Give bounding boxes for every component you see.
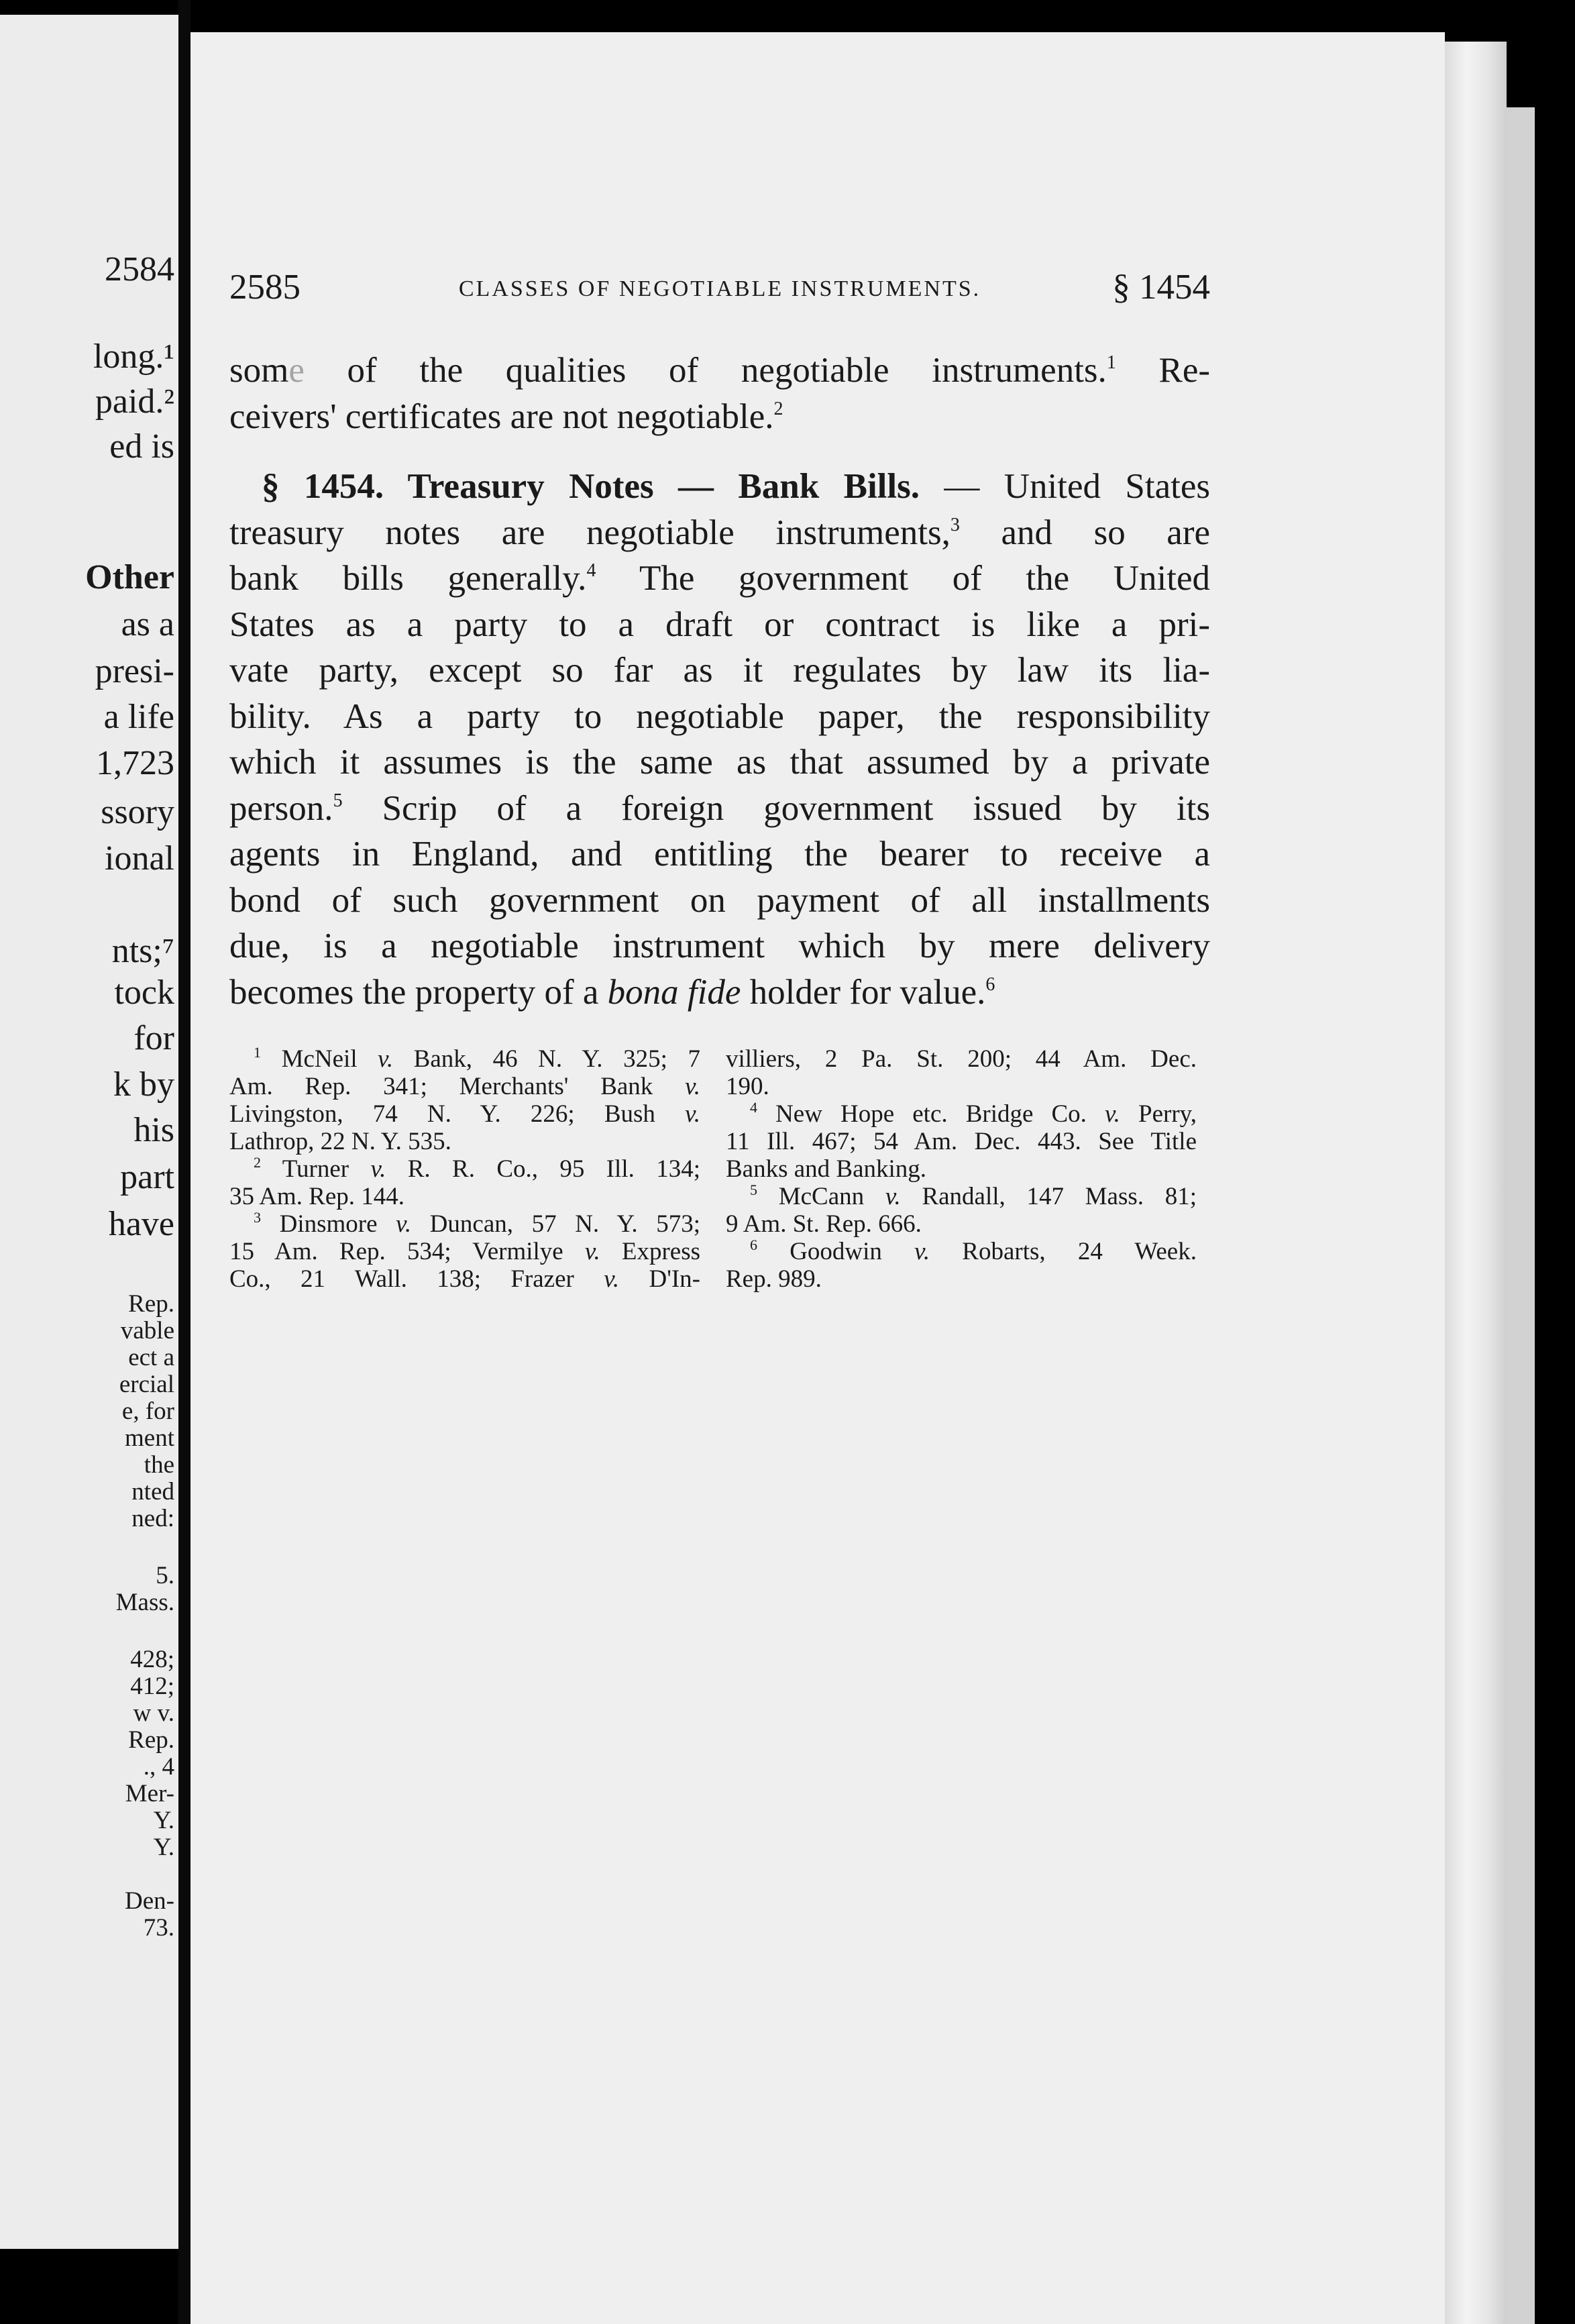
text-run: which it assumes is the same as that assumed by a private — [229, 743, 1210, 782]
left-page-fragment: presi- — [95, 652, 174, 690]
left-page-fragment: Rep. — [128, 1290, 174, 1318]
text-run: Turner — [261, 1155, 371, 1183]
footnote-line — [726, 1045, 1197, 1073]
footnote-line — [726, 1073, 1197, 1100]
footnote-line — [229, 1210, 700, 1238]
footnote-ref: 3 — [950, 514, 960, 535]
footnote-ref: 1 — [1106, 352, 1116, 373]
body-line — [229, 348, 1210, 394]
footnote-ref: 1 — [254, 1044, 261, 1061]
footnote-ref: 2 — [254, 1154, 261, 1171]
left-page-fragment: Y. — [153, 1834, 174, 1861]
body-line — [229, 464, 1210, 510]
text-run: 11 Ill. 467; 54 Am. Dec. 443. See Title — [726, 1128, 1197, 1155]
left-page-fragment: ed is — [109, 427, 174, 466]
text-run: ceivers' certificates are not negotiable. — [229, 397, 774, 436]
text-run: 15 Am. Rep. 534; Vermilye — [229, 1238, 585, 1265]
footnote-line — [726, 1128, 1197, 1155]
body-text — [229, 348, 1210, 1015]
page-number: 2585 — [229, 268, 301, 307]
left-page-fragment: w v. — [133, 1699, 174, 1727]
text-run: Banks and Banking. — [726, 1155, 927, 1183]
running-header — [229, 267, 1210, 314]
left-page-fragment: vable — [120, 1317, 174, 1344]
body-line — [229, 923, 1210, 969]
left-page-fragment: nts;⁷ — [111, 932, 174, 970]
left-page-fragment: 2584 — [105, 250, 174, 288]
paragraph-section-1454 — [229, 464, 1210, 1015]
text-run: bond of such government on payment of all installments — [229, 880, 1210, 920]
text-run: 190. — [726, 1073, 769, 1100]
footnote-line — [726, 1100, 1197, 1128]
footnote-line — [726, 1183, 1197, 1210]
body-line — [229, 786, 1210, 832]
text-run: vate party, except so far as it regulates by law its lia- — [229, 651, 1210, 690]
left-page-fragment: ercial — [119, 1371, 174, 1398]
footnote-ref: 4 — [750, 1099, 757, 1116]
left-page-fragment: ect a — [128, 1344, 174, 1371]
text-run: 35 Am. Rep. 144. — [229, 1183, 405, 1210]
left-page-fragment: ., 4 — [143, 1753, 174, 1781]
footnote-line — [726, 1210, 1197, 1238]
left-page-fragment: Mass. — [115, 1589, 174, 1616]
text-run: treasury notes are negotiable instruments, — [229, 513, 951, 552]
left-page-fragment: nted — [131, 1478, 174, 1506]
section-number: § 1454 — [1112, 268, 1210, 307]
body-line — [229, 556, 1210, 602]
text-run: R. R. Co., 95 Ill. 134; — [386, 1155, 701, 1183]
text-run: Randall, 147 Mass. 81; — [900, 1183, 1197, 1210]
left-page-fragment: paid.² — [95, 382, 174, 421]
text-run: § 1454. Treasury Notes — Bank Bills. — [262, 467, 920, 506]
page-edge-shadow — [1507, 107, 1535, 2324]
text-run: e — [288, 351, 305, 390]
footnote-line — [229, 1073, 700, 1100]
left-page-fragment: long.¹ — [93, 337, 174, 376]
left-page-fragment: k by — [113, 1065, 174, 1104]
left-page-fragment: 73. — [143, 1914, 174, 1942]
left-page-fragment: part — [120, 1158, 174, 1196]
footnote-ref: 3 — [254, 1209, 261, 1226]
footnotes-left-column — [229, 1045, 700, 1293]
text-run: Am. Rep. 341; Merchants' Bank — [229, 1073, 686, 1100]
footnote-line — [229, 1128, 700, 1155]
text-run: Scrip of a foreign government issued by its — [342, 788, 1210, 828]
left-page-fragment: 5. — [156, 1562, 174, 1589]
left-page-fragment: for — [133, 1019, 174, 1057]
body-line — [229, 602, 1210, 648]
footnote-ref: 6 — [750, 1236, 757, 1253]
left-page-fragment: tock — [114, 973, 174, 1012]
footnote-ref: 2 — [773, 398, 783, 419]
footnote-line — [229, 1100, 700, 1128]
text-run: Goodwin — [757, 1238, 915, 1265]
text-run: agents in England, and entitling the bearer to receive a — [229, 835, 1210, 874]
text-run: 9 Am. St. Rep. 666. — [726, 1210, 922, 1238]
footnote-ref: 4 — [586, 560, 596, 581]
body-line — [229, 831, 1210, 878]
left-page-fragment: Den- — [125, 1887, 174, 1915]
left-page-fragment: as a — [121, 605, 174, 643]
text-run: Rep. 989. — [726, 1265, 822, 1293]
text-run: Perry, — [1120, 1100, 1197, 1128]
footnote-ref: 5 — [333, 790, 343, 811]
footnote-ref: 6 — [985, 973, 995, 995]
text-run: — United States — [920, 467, 1210, 506]
running-title: CLASSES OF NEGOTIABLE INSTRUMENTS. — [458, 276, 981, 301]
left-page-fragment: 412; — [130, 1673, 174, 1700]
page-edge-stack — [1445, 42, 1507, 2324]
text-run: of the qualities of negotiable instruments. — [304, 351, 1107, 390]
text-run: v. — [604, 1265, 620, 1293]
left-page-fragment: Y. — [153, 1807, 174, 1834]
text-run: villiers, 2 Pa. St. 200; 44 Am. Dec. — [726, 1045, 1197, 1073]
text-run: McCann — [757, 1183, 885, 1210]
text-run: D'In- — [619, 1265, 700, 1293]
left-page-fragment: ional — [105, 839, 174, 878]
footnote-line — [229, 1265, 700, 1293]
footnote-line — [726, 1265, 1197, 1293]
text-run: Co., 21 Wall. 138; Frazer — [229, 1265, 604, 1293]
left-page-fragment: the — [144, 1451, 174, 1479]
text-run: due, is a negotiable instrument which by mere delivery — [229, 927, 1210, 965]
paragraph-continued — [229, 348, 1210, 439]
text-run: becomes the property of a — [229, 972, 608, 1012]
text-run: Bank, 46 N. Y. 325; 7 — [393, 1045, 700, 1073]
text-run: Re- — [1116, 351, 1210, 390]
text-run: v. — [914, 1238, 930, 1265]
text-run: Lathrop, 22 N. Y. 535. — [229, 1128, 451, 1155]
text-run: v. — [396, 1210, 412, 1238]
body-line — [229, 969, 1210, 1016]
body-line — [229, 394, 1210, 440]
text-run: bank bills generally. — [229, 559, 587, 598]
text-run: States as a party to a draft or contract is like a pri- — [229, 604, 1210, 644]
left-page-fragment: e, for — [121, 1397, 174, 1425]
text-run: v. — [584, 1238, 600, 1265]
text-run: Duncan, 57 N. Y. 573; — [411, 1210, 700, 1238]
text-run: Express — [600, 1238, 700, 1265]
text-run: bona fide — [607, 972, 741, 1012]
footnote-line — [726, 1238, 1197, 1265]
footnotes-right-column — [726, 1045, 1197, 1293]
left-page-fragment: his — [133, 1111, 174, 1149]
footnote-line — [229, 1045, 700, 1073]
left-page-fragment: Mer- — [125, 1780, 174, 1807]
text-run: McNeil — [261, 1045, 378, 1073]
text-run: bility. As a party to negotiable paper, the responsibility — [229, 696, 1210, 736]
text-run: som — [229, 351, 289, 390]
text-run: v. — [370, 1155, 386, 1183]
text-run: v. — [685, 1100, 700, 1128]
left-page-fragment: 428; — [130, 1646, 174, 1673]
footnote-line — [229, 1238, 700, 1265]
text-run: holder for value. — [741, 972, 986, 1012]
left-page-fragment: ned: — [131, 1505, 174, 1532]
text-run: person. — [229, 788, 333, 828]
body-line — [229, 694, 1210, 740]
text-run: v. — [378, 1045, 394, 1073]
footnote-line — [229, 1183, 700, 1210]
left-page-fragment: a life — [103, 698, 174, 736]
left-page-fragment: ment — [125, 1424, 174, 1452]
text-run: New Hope etc. Bridge Co. — [757, 1100, 1105, 1128]
book-gutter — [178, 0, 191, 2324]
body-line — [229, 878, 1210, 924]
text-run: and so are — [959, 513, 1210, 552]
left-page-fragment: have — [108, 1205, 174, 1243]
text-run: Robarts, 24 Week. — [930, 1238, 1197, 1265]
text-run: Dinsmore — [261, 1210, 396, 1238]
left-page — [0, 15, 178, 2249]
text-run: v. — [1104, 1100, 1120, 1128]
footnote-line — [229, 1155, 700, 1183]
body-line — [229, 739, 1210, 786]
left-page-fragment: Other — [85, 558, 174, 596]
body-line — [229, 647, 1210, 694]
left-page-fragment: 1,723 — [96, 744, 174, 782]
left-page-fragment: ssory — [101, 793, 174, 831]
text-run: v. — [685, 1073, 700, 1100]
footnote-ref: 5 — [750, 1181, 757, 1198]
text-run: v. — [885, 1183, 901, 1210]
text-run: The government of the United — [596, 559, 1210, 598]
footnote-line — [726, 1155, 1197, 1183]
left-page-fragment: Rep. — [128, 1726, 174, 1754]
body-line — [229, 510, 1210, 556]
text-run: Livingston, 74 N. Y. 226; Bush — [229, 1100, 686, 1128]
